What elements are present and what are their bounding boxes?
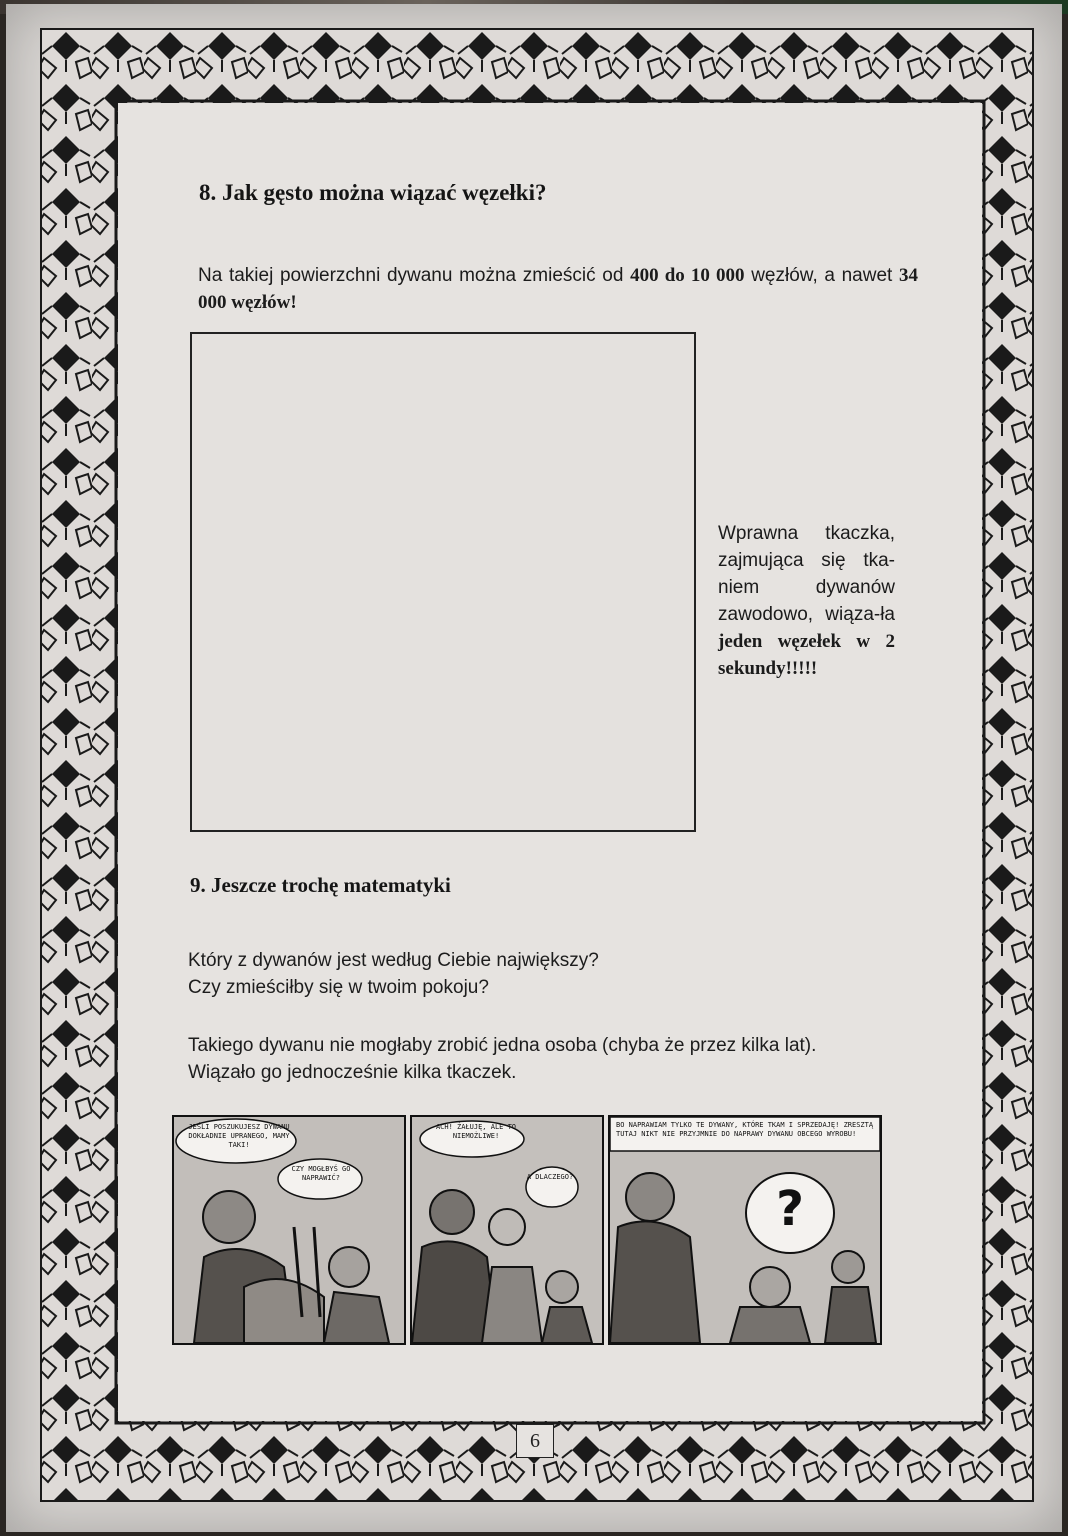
comic-panel-2 bbox=[410, 1115, 604, 1345]
section-9-title: 9. Jeszcze trochę matematyki bbox=[190, 873, 451, 897]
comic-panel-2-drawing bbox=[412, 1117, 602, 1343]
comic-panel-1-drawing bbox=[174, 1117, 404, 1343]
page-content bbox=[118, 103, 982, 1421]
comic-panel-1-bubble-1: JEŚLI POSZUKUJESZ DYWANU DOKŁADNIE UPRANEGO, MAMY TAKI! bbox=[188, 1123, 290, 1149]
section-9-questions: Który z dywanów jest według Ciebie największy? Czy zmieściłby się w twoim pokoju? bbox=[188, 950, 599, 998]
comic-panel-3 bbox=[608, 1115, 882, 1345]
weaver-note: Wprawna tkaczka, zajmująca się tka-niem dywanów zawodowo, wiąza-ła jeden węzełek w 2 sekundy!!!!! bbox=[718, 523, 895, 679]
comic-panel-2-bubble-2: A DLACZEGO? bbox=[526, 1173, 574, 1181]
page-number: 6 bbox=[516, 1424, 554, 1458]
section-9-statement: Takiego dywanu nie mogłaby zrobić jedna osoba (chyba że przez kilka lat). Wiązało go jednocześnie kilka tkaczek. bbox=[188, 1035, 817, 1083]
carpet-area-square bbox=[190, 332, 696, 832]
comic-panel-1-bubble-2: CZY MOGŁBYŚ GO NAPRAWIĆ? bbox=[291, 1165, 351, 1182]
section-8-title: 8. Jak gęsto można wiązać węzełki? bbox=[199, 180, 547, 205]
section-8-intro: Na takiej powierzchni dywanu można zmieścić od 400 do 10 000 węzłów, a nawet 34 000 węzłów! bbox=[198, 265, 918, 313]
comic-panel-2-bubble-1: ACH! ŻAŁUJĘ, ALE TO NIEMOŻLIWE! bbox=[435, 1123, 517, 1140]
comic-panel-1 bbox=[172, 1115, 406, 1345]
question-mark: ? bbox=[776, 1181, 804, 1237]
comic-panel-3-bubble-1: BO NAPRAWIAM TYLKO TE DYWANY, KTÓRE TKAM I SPRZEDAJĘ! ZRESZTĄ TUTAJ NIKT NIE PRZYJMNIE DO NAPRAWY DYWANU OBCEGO WYROBU! bbox=[616, 1121, 874, 1138]
comic-panel-3-drawing bbox=[610, 1117, 880, 1343]
